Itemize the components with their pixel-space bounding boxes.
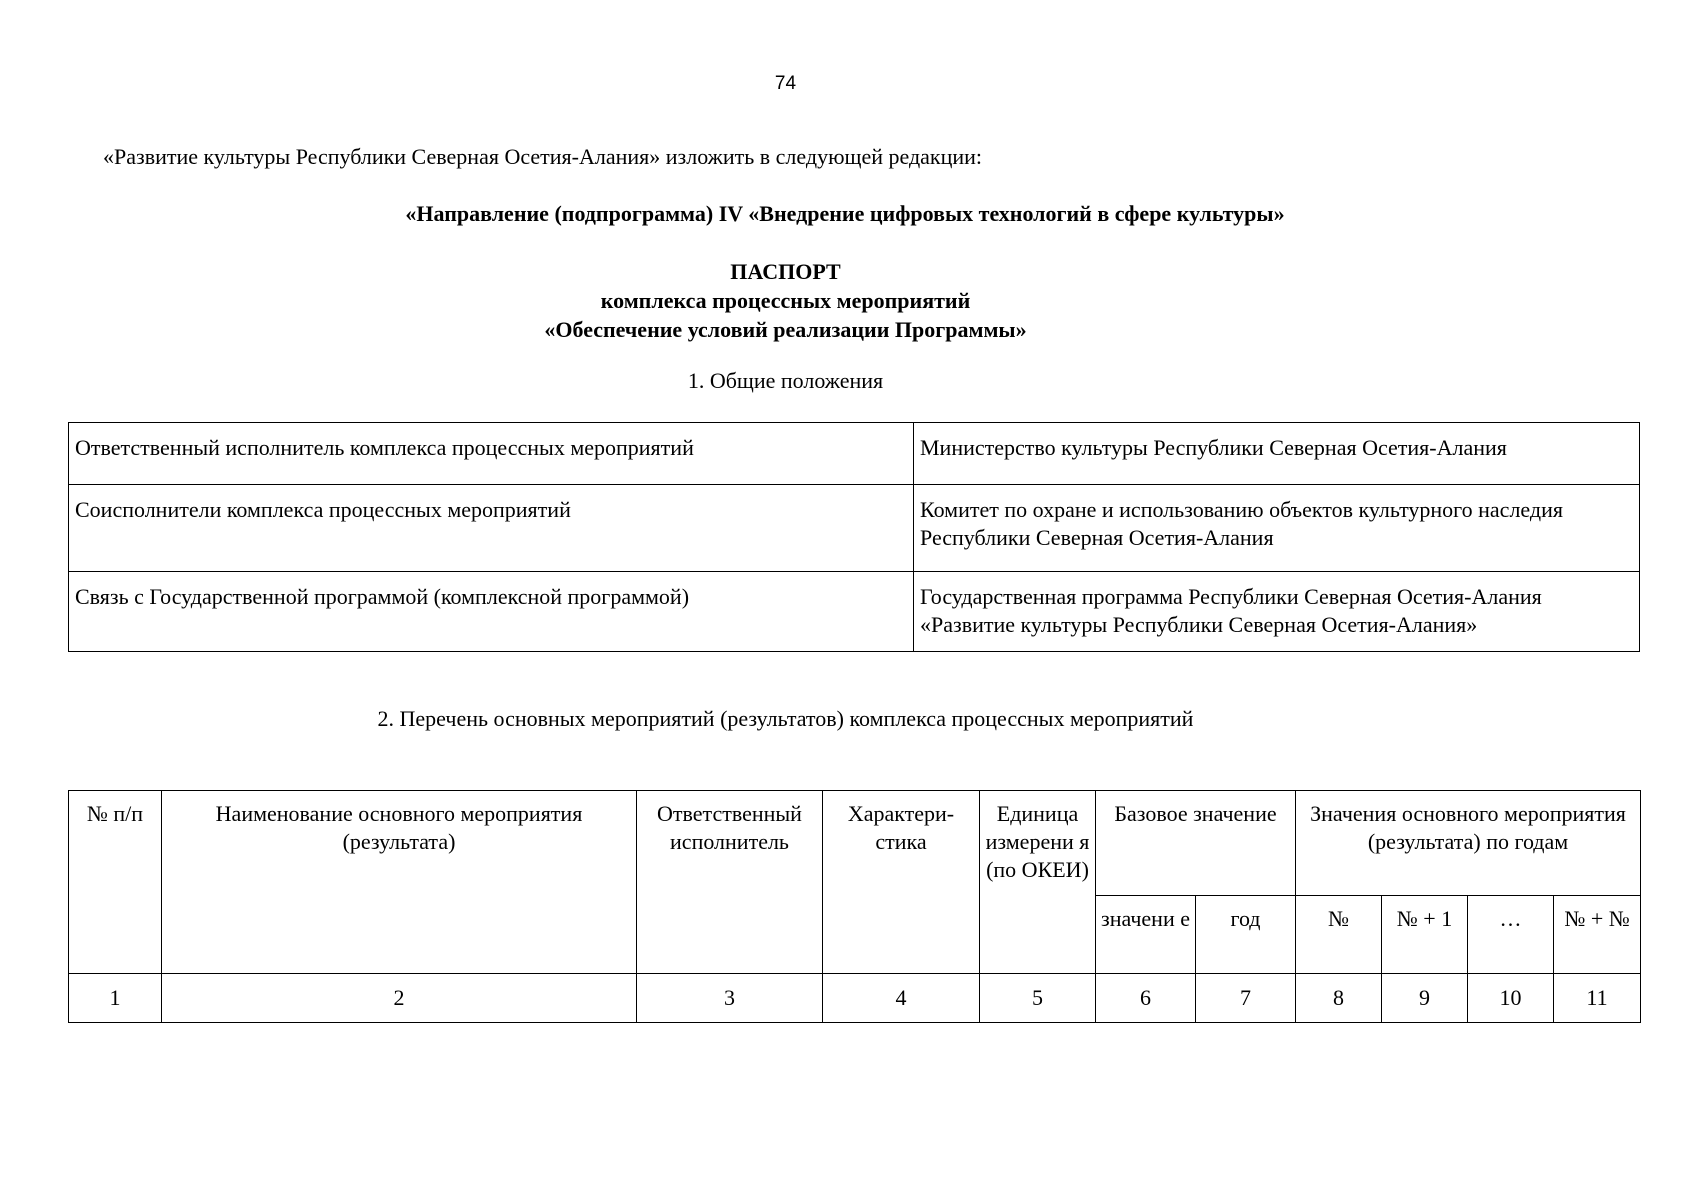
- header-year-n-plus-n: № + №: [1554, 896, 1641, 974]
- header-responsible: Ответственный исполнитель: [637, 791, 823, 974]
- passport-program-name: «Обеспечение условий реализации Программы»: [544, 317, 1027, 342]
- row-value: Министерство культуры Республики Северная Осетия-Алания: [914, 423, 1640, 485]
- column-number: 6: [1096, 974, 1196, 1023]
- header-year-n: №: [1296, 896, 1382, 974]
- header-base-value-value: значени е: [1096, 896, 1196, 974]
- header-yearly-values: Значения основного мероприятия (результата) по годам: [1296, 791, 1641, 896]
- passport-title: ПАСПОРТ: [730, 259, 841, 284]
- row-value: Государственная программа Республики Северная Осетия-Алания «Развитие культуры Республики Северная Осетия-Алания»: [914, 572, 1640, 652]
- column-number: 7: [1196, 974, 1296, 1023]
- passport-title-block: [0, 257, 1571, 344]
- header-base-value: Базовое значение: [1096, 791, 1296, 896]
- passport-subtitle: комплекса процессных мероприятий: [600, 288, 971, 313]
- column-number: 10: [1468, 974, 1554, 1023]
- page-number: 74: [774, 73, 797, 94]
- subprogram-title: «Направление (подпрограмма) IV «Внедрение цифровых технологий в сфере культуры»: [405, 201, 1285, 226]
- column-number: 9: [1382, 974, 1468, 1023]
- header-event-name: Наименование основного мероприятия (результата): [162, 791, 637, 974]
- table-row: [69, 572, 1640, 652]
- header-year-dots: …: [1468, 896, 1554, 974]
- row-label: Соисполнители комплекса процессных мероприятий: [69, 485, 914, 572]
- section1-heading: 1. Общие положения: [687, 368, 884, 393]
- intro-text: «Развитие культуры Республики Северная Осетия-Алания» изложить в следующей редакции:: [103, 144, 983, 169]
- row-label: Связь с Государственной программой (комплексной программой): [69, 572, 914, 652]
- table-row: [69, 423, 1640, 485]
- column-number: 8: [1296, 974, 1382, 1023]
- column-number: 4: [823, 974, 980, 1023]
- general-provisions-table: [68, 422, 1640, 652]
- section2-heading: 2. Перечень основных мероприятий (результатов) комплекса процессных мероприятий: [377, 706, 1194, 731]
- header-num: № п/п: [69, 791, 162, 974]
- header-year-n-plus-1: № + 1: [1382, 896, 1468, 974]
- header-unit: Единица измерени я (по ОКЕИ): [980, 791, 1096, 974]
- column-number: 3: [637, 974, 823, 1023]
- main-events-table: [68, 790, 1641, 1023]
- table-row: [69, 485, 1640, 572]
- column-number: 2: [162, 974, 637, 1023]
- column-number: 5: [980, 974, 1096, 1023]
- column-number-row: [69, 974, 1641, 1023]
- row-label: Ответственный исполнитель комплекса процессных мероприятий: [69, 423, 914, 485]
- header-base-year: год: [1196, 896, 1296, 974]
- header-characteristic: Характери-стика: [823, 791, 980, 974]
- column-number: 11: [1554, 974, 1641, 1023]
- row-value: Комитет по охране и использованию объектов культурного наследия Республики Северная Осетия-Алания: [914, 485, 1640, 572]
- table-header-row: [69, 791, 1641, 896]
- column-number: 1: [69, 974, 162, 1023]
